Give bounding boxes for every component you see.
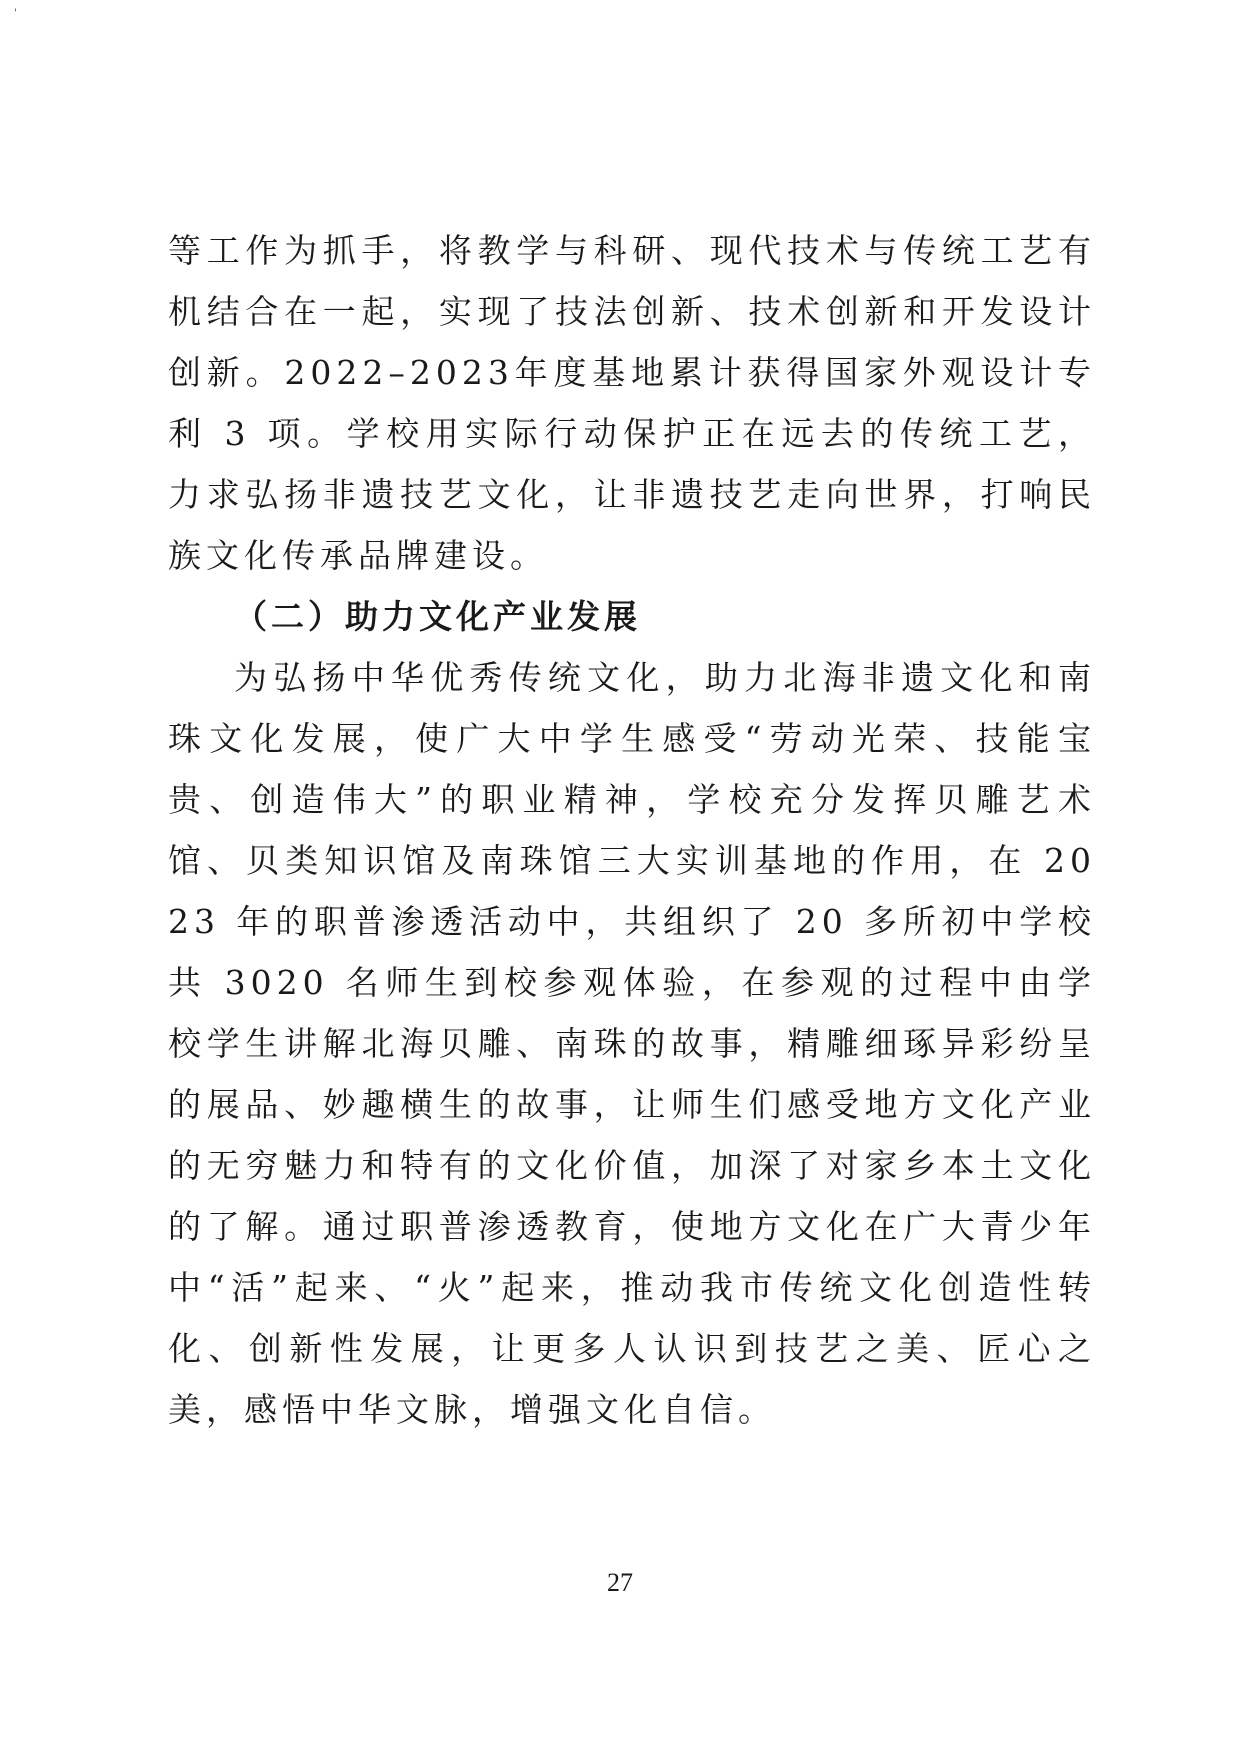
body-paragraph: 为弘扬中华优秀传统文化，助力北海非遗文化和南珠文化发展，使广大中学生感受“劳动光荣、技能宝贵、创造伟大”的职业精神，学校充分发挥贝雕艺术馆、贝类知识馆及南珠馆三大实训基地的作用，在 2023 年的职普渗透活动中，共组织了 20 多所初中学校共 3020 名师生到校参观体验，在参观的过程中由学校学生讲解北海贝雕、南珠的故事，精雕细琢异彩纷呈的展品、妙趣横生的故事，让师生们感受地方文化产业的无穷魅力和特有的文化价值，加深了对家乡本土文化的了解。通过职普渗透教育，使地方文化在广大青少年中“活”起来、“火”起来，推动我市传统文化创造性转化、创新性发展，让更多人认识到技艺之美、匠心之美，感悟中华文脉，增强文化自信。: [168, 658, 1096, 1429]
body-paragraph-continuation: 等工作为抓手，将教学与科研、现代技术与传统工艺有机结合在一起，实现了技法创新、技术创新和开发设计创新。2022–2023年度基地累计获得国家外观设计专利 3 项。学校用实际行动保护正在远去的传统工艺，力求弘扬非遗技艺文化，让非遗技艺走向世界，打响民族文化传承品牌建设。: [168, 231, 1096, 575]
page-content: [168, 220, 1096, 1440]
corner-mark: ': [14, 8, 17, 19]
page-number: 27: [607, 1568, 633, 1597]
section-heading: （二）助力文化产业发展: [234, 597, 641, 636]
